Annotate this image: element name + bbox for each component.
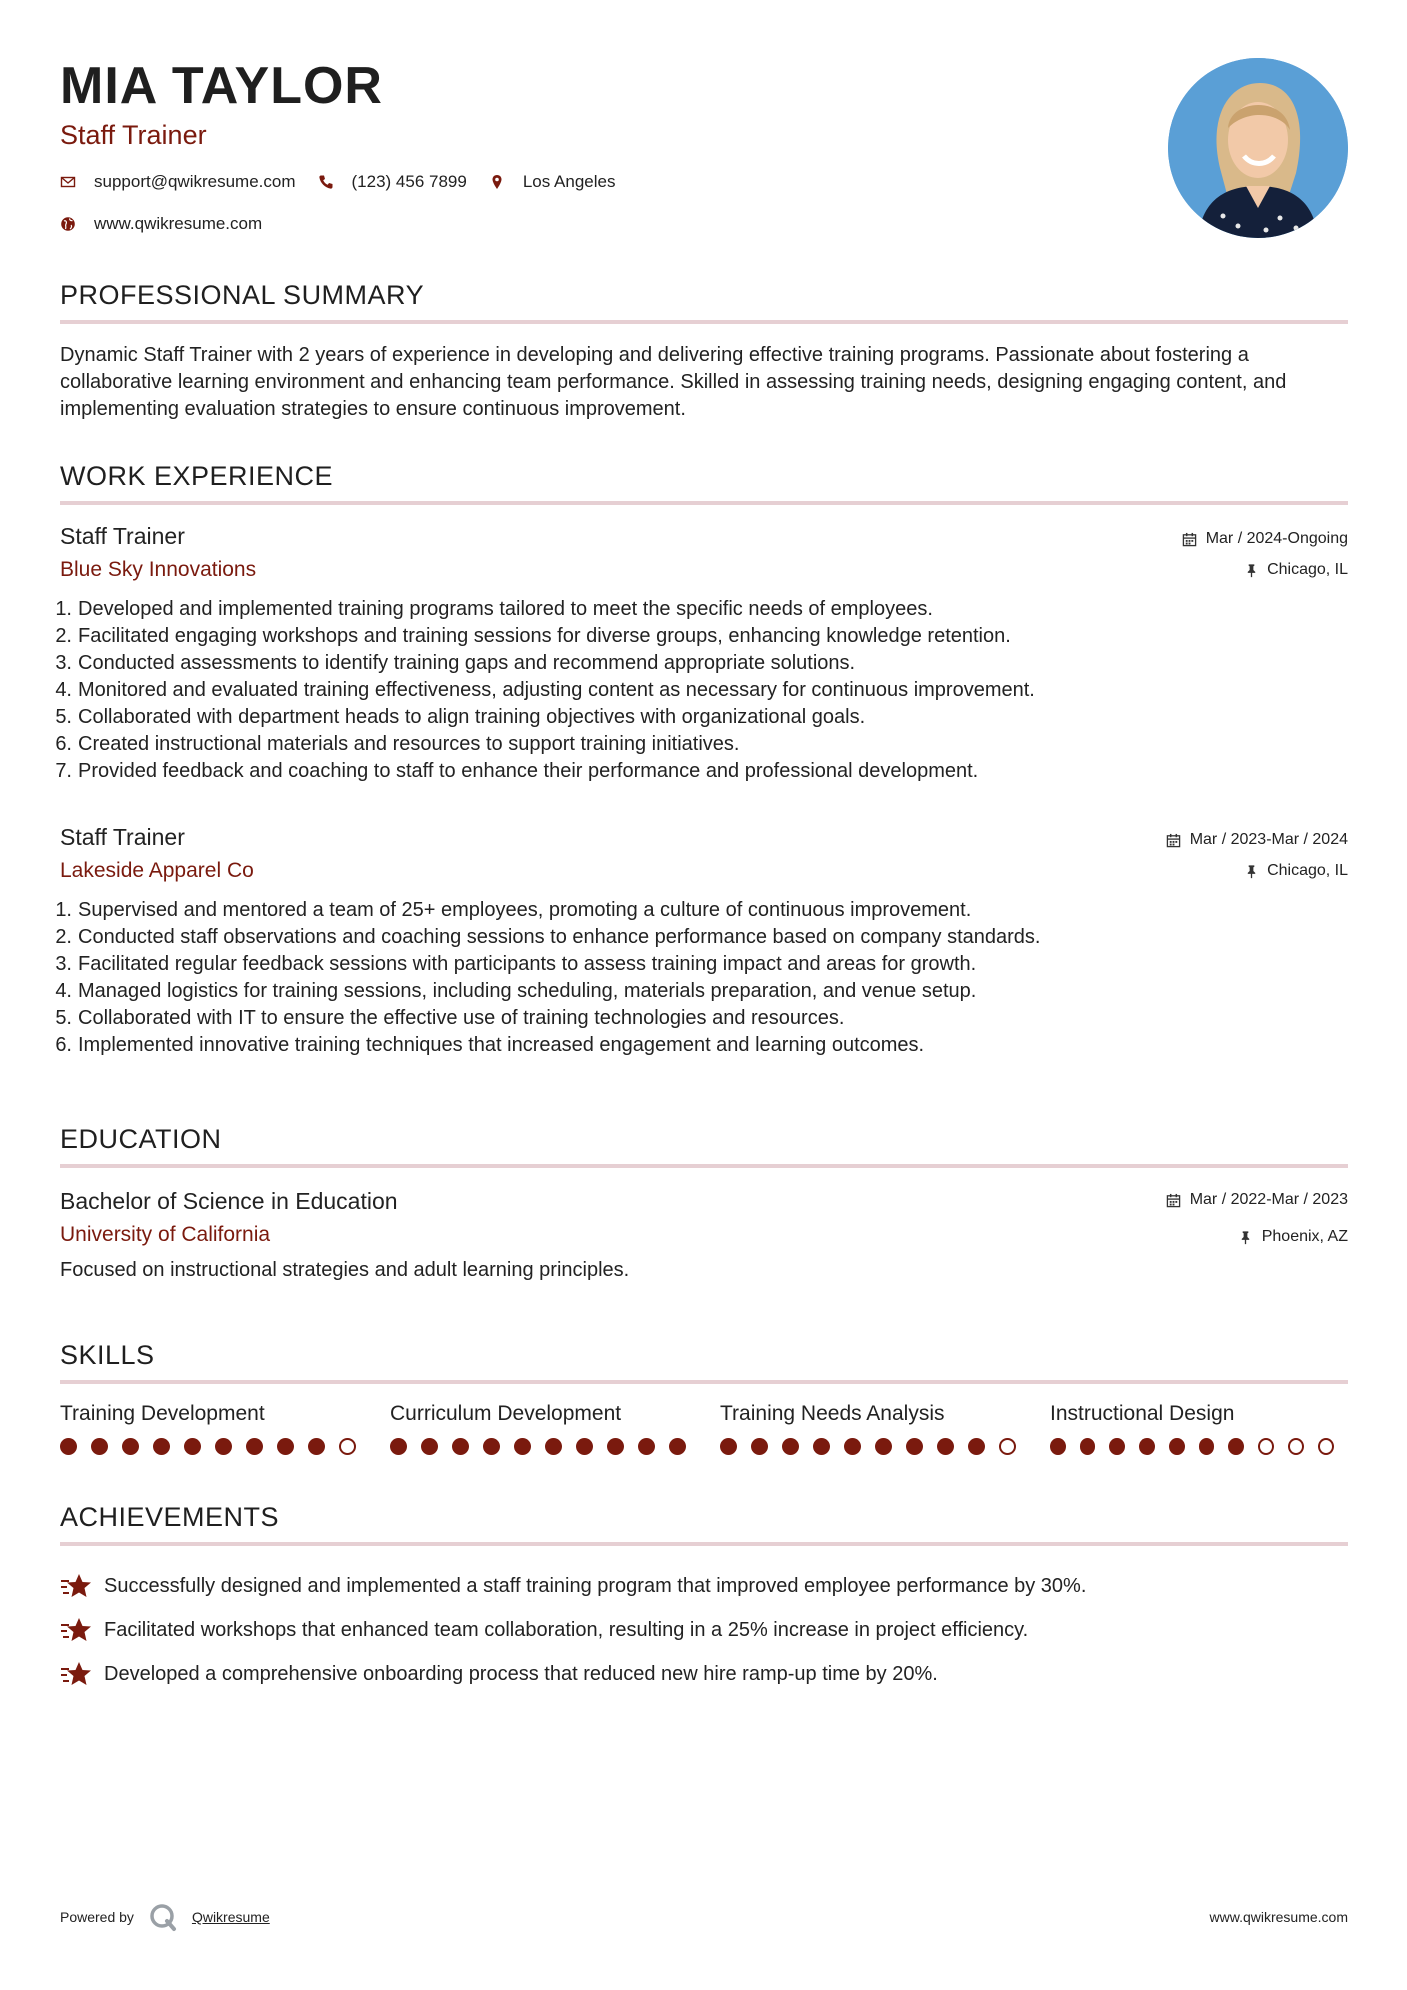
skill-rating bbox=[60, 1438, 390, 1455]
pushpin-icon bbox=[1243, 863, 1259, 879]
star-award-icon bbox=[60, 1660, 92, 1688]
summary-text: Dynamic Staff Trainer with 2 years of experience in developing and delivering effective training programs. Passionate about fostering a collaborative learning environment and enhancing team performance. Skilled in assessing training needs, designing engaging content, and implementing evaluation strategies to ensure continuous improvement. bbox=[60, 344, 1287, 420]
education-description: Focused on instructional strategies and adult learning principles. bbox=[60, 1259, 630, 1281]
rating-dot-filled bbox=[246, 1438, 263, 1455]
job-meta bbox=[1182, 529, 1348, 580]
job-entry bbox=[55, 824, 1348, 1059]
list-item: Successfully designed and implemented a staff training program that improved employee performance by 30%. bbox=[60, 1564, 1348, 1608]
list-item: 7. Provided feedback and coaching to staff to enhance their performance and professional development. bbox=[55, 760, 979, 782]
skill-rating bbox=[720, 1438, 1050, 1455]
website-text: www.qwikresume.com bbox=[94, 214, 263, 233]
job-dates: Mar / 2023-Mar / 2024 bbox=[1189, 831, 1348, 848]
rating-dot-filled bbox=[968, 1438, 985, 1455]
rating-dot-filled bbox=[844, 1438, 861, 1455]
rating-dot-filled bbox=[452, 1438, 469, 1455]
list-item: 6. Created instructional materials and resources to support training initiatives. bbox=[55, 733, 740, 755]
education-dates: Mar / 2022-Mar / 2023 bbox=[1189, 1191, 1348, 1208]
calendar-icon bbox=[1166, 1192, 1182, 1208]
list-item: 5. Collaborated with department heads to align training objectives with organizational goals. bbox=[55, 706, 866, 728]
powered-by bbox=[60, 1902, 270, 1932]
rating-dot-filled bbox=[390, 1438, 407, 1455]
email-text: support@qwikresume.com bbox=[94, 172, 296, 191]
rating-dot-filled bbox=[277, 1438, 294, 1455]
skill-name: Curriculum Development bbox=[390, 1402, 622, 1425]
education-meta bbox=[1166, 1190, 1348, 1247]
job-bullets bbox=[55, 596, 1348, 785]
education-heading: EDUCATION bbox=[60, 1124, 222, 1154]
list-item: 3. Conducted assessments to identify training gaps and recommend appropriate solutions. bbox=[55, 652, 856, 674]
rating-dot-filled bbox=[1228, 1438, 1244, 1455]
rating-dot-filled bbox=[669, 1438, 686, 1455]
rating-dot-filled bbox=[421, 1438, 438, 1455]
calendar-icon bbox=[1166, 832, 1182, 848]
phone-icon bbox=[318, 174, 334, 190]
location-text: Los Angeles bbox=[522, 172, 616, 191]
rating-dot-filled bbox=[638, 1438, 655, 1455]
experience-section bbox=[60, 461, 1348, 505]
rating-dot-filled bbox=[308, 1438, 325, 1455]
contact-website[interactable] bbox=[60, 214, 262, 234]
rating-dot-filled bbox=[1109, 1438, 1125, 1455]
rating-dot-filled bbox=[1050, 1438, 1066, 1455]
skill-name: Instructional Design bbox=[1050, 1402, 1235, 1425]
pushpin-icon bbox=[1238, 1229, 1254, 1245]
contact-email[interactable] bbox=[60, 172, 296, 192]
rating-dot-filled bbox=[937, 1438, 954, 1455]
job-location: Chicago, IL bbox=[1267, 862, 1348, 879]
achievements-section bbox=[60, 1502, 1348, 1696]
rating-dot-empty bbox=[1258, 1438, 1274, 1455]
experience-heading: WORK EXPERIENCE bbox=[60, 461, 334, 491]
rating-dot-filled bbox=[122, 1438, 139, 1455]
powered-by-label: Powered by bbox=[60, 1909, 134, 1925]
rating-dot-filled bbox=[720, 1438, 737, 1455]
rating-dot-filled bbox=[215, 1438, 232, 1455]
job-company: Lakeside Apparel Co bbox=[60, 859, 254, 882]
rating-dot-filled bbox=[60, 1438, 77, 1455]
education-entry bbox=[60, 1188, 1348, 1282]
profile-photo bbox=[1168, 58, 1348, 238]
section-divider bbox=[60, 1164, 1348, 1168]
list-item: Facilitated workshops that enhanced team collaboration, resulting in a 25% increase in project efficiency. bbox=[60, 1608, 1348, 1652]
candidate-role: Staff Trainer bbox=[60, 120, 207, 150]
section-divider bbox=[60, 1542, 1348, 1546]
section-divider bbox=[60, 1380, 1348, 1384]
summary-section bbox=[60, 280, 1348, 423]
contact-row-website bbox=[60, 214, 284, 234]
skill-item bbox=[720, 1402, 1050, 1455]
rating-dot-empty bbox=[1288, 1438, 1304, 1455]
rating-dot-filled bbox=[906, 1438, 923, 1455]
contact-row bbox=[60, 172, 637, 192]
skill-name: Training Development bbox=[60, 1402, 265, 1425]
skills-section bbox=[60, 1340, 1348, 1455]
list-item: Developed a comprehensive onboarding process that reduced new hire ramp-up time by 20%. bbox=[60, 1652, 1348, 1696]
rating-dot-filled bbox=[751, 1438, 768, 1455]
degree-title: Bachelor of Science in Education bbox=[60, 1188, 398, 1214]
list-item: 3. Facilitated regular feedback sessions with participants to assess training impact and areas for growth. bbox=[55, 953, 977, 975]
list-item: 5. Collaborated with IT to ensure the effective use of training technologies and resources. bbox=[55, 1007, 845, 1029]
rating-dot-filled bbox=[1080, 1438, 1096, 1455]
star-award-icon bbox=[60, 1572, 92, 1600]
rating-dot-filled bbox=[545, 1438, 562, 1455]
rating-dot-filled bbox=[813, 1438, 830, 1455]
job-title: Staff Trainer bbox=[60, 824, 185, 850]
contact-phone[interactable] bbox=[318, 172, 467, 192]
contact-location bbox=[489, 172, 616, 192]
list-item: 1. Developed and implemented training programs tailored to meet the specific needs of employees. bbox=[55, 598, 933, 620]
job-title: Staff Trainer bbox=[60, 523, 185, 549]
rating-dot-empty bbox=[1318, 1438, 1334, 1455]
skills-heading: SKILLS bbox=[60, 1340, 155, 1370]
footer-url[interactable]: www.qwikresume.com bbox=[1209, 1909, 1348, 1925]
skill-name: Training Needs Analysis bbox=[720, 1402, 945, 1425]
list-item: 4. Managed logistics for training sessions, including scheduling, materials preparation, and venue setup. bbox=[55, 980, 977, 1002]
rating-dot-filled bbox=[782, 1438, 799, 1455]
envelope-icon bbox=[60, 174, 76, 190]
pushpin-icon bbox=[1243, 562, 1259, 578]
globe-icon bbox=[60, 216, 76, 232]
footer bbox=[60, 1900, 1348, 1934]
rating-dot-filled bbox=[184, 1438, 201, 1455]
candidate-name: MIA TAYLOR bbox=[60, 57, 383, 115]
summary-heading: PROFESSIONAL SUMMARY bbox=[60, 280, 425, 310]
education-location: Phoenix, AZ bbox=[1261, 1228, 1348, 1245]
skill-item bbox=[1050, 1402, 1348, 1455]
calendar-icon bbox=[1182, 531, 1198, 547]
rating-dot-filled bbox=[1139, 1438, 1155, 1455]
rating-dot-filled bbox=[483, 1438, 500, 1455]
school-name: University of California bbox=[60, 1223, 271, 1246]
rating-dot-empty bbox=[999, 1438, 1016, 1455]
skill-rating bbox=[1050, 1438, 1348, 1455]
job-location: Chicago, IL bbox=[1267, 561, 1348, 578]
achievements-list bbox=[60, 1564, 1348, 1696]
list-item: 1. Supervised and mentored a team of 25+ employees, promoting a culture of continuous improvement. bbox=[55, 899, 972, 921]
rating-dot-filled bbox=[1169, 1438, 1185, 1455]
rating-dot-filled bbox=[576, 1438, 593, 1455]
resume-page bbox=[55, 0, 1348, 1990]
rating-dot-filled bbox=[1199, 1438, 1215, 1455]
skills-row bbox=[60, 1402, 1348, 1455]
qwikresume-link[interactable]: Qwikresume bbox=[191, 1909, 270, 1925]
job-bullets bbox=[55, 897, 1348, 1059]
skill-item bbox=[390, 1402, 720, 1455]
skill-item bbox=[60, 1402, 390, 1455]
rating-dot-empty bbox=[339, 1438, 356, 1455]
section-divider bbox=[60, 320, 1348, 324]
job-meta bbox=[1166, 830, 1348, 881]
rating-dot-filled bbox=[91, 1438, 108, 1455]
qwikresume-logo-icon bbox=[148, 1902, 178, 1932]
rating-dot-filled bbox=[153, 1438, 170, 1455]
list-item: 4. Monitored and evaluated training effectiveness, adjusting content as necessary for continuous improvement. bbox=[55, 679, 1035, 701]
phone-text: (123) 456 7899 bbox=[351, 172, 467, 191]
achievements-heading: ACHIEVEMENTS bbox=[60, 1502, 280, 1532]
list-item: 2. Conducted staff observations and coaching sessions to enhance performance based on company standards. bbox=[55, 926, 1041, 948]
skill-rating bbox=[390, 1438, 720, 1455]
section-divider bbox=[60, 501, 1348, 505]
list-item: 2. Facilitated engaging workshops and training sessions for diverse groups, enhancing knowledge retention. bbox=[55, 625, 1011, 647]
rating-dot-filled bbox=[875, 1438, 892, 1455]
list-item: 6. Implemented innovative training techniques that increased engagement and learning outcomes. bbox=[55, 1034, 925, 1056]
rating-dot-filled bbox=[607, 1438, 624, 1455]
job-company: Blue Sky Innovations bbox=[60, 558, 257, 581]
job-entry bbox=[55, 523, 1348, 785]
education-section bbox=[60, 1124, 1348, 1168]
map-pin-icon bbox=[489, 174, 505, 190]
rating-dot-filled bbox=[514, 1438, 531, 1455]
job-dates: Mar / 2024-Ongoing bbox=[1205, 530, 1348, 547]
star-award-icon bbox=[60, 1616, 92, 1644]
